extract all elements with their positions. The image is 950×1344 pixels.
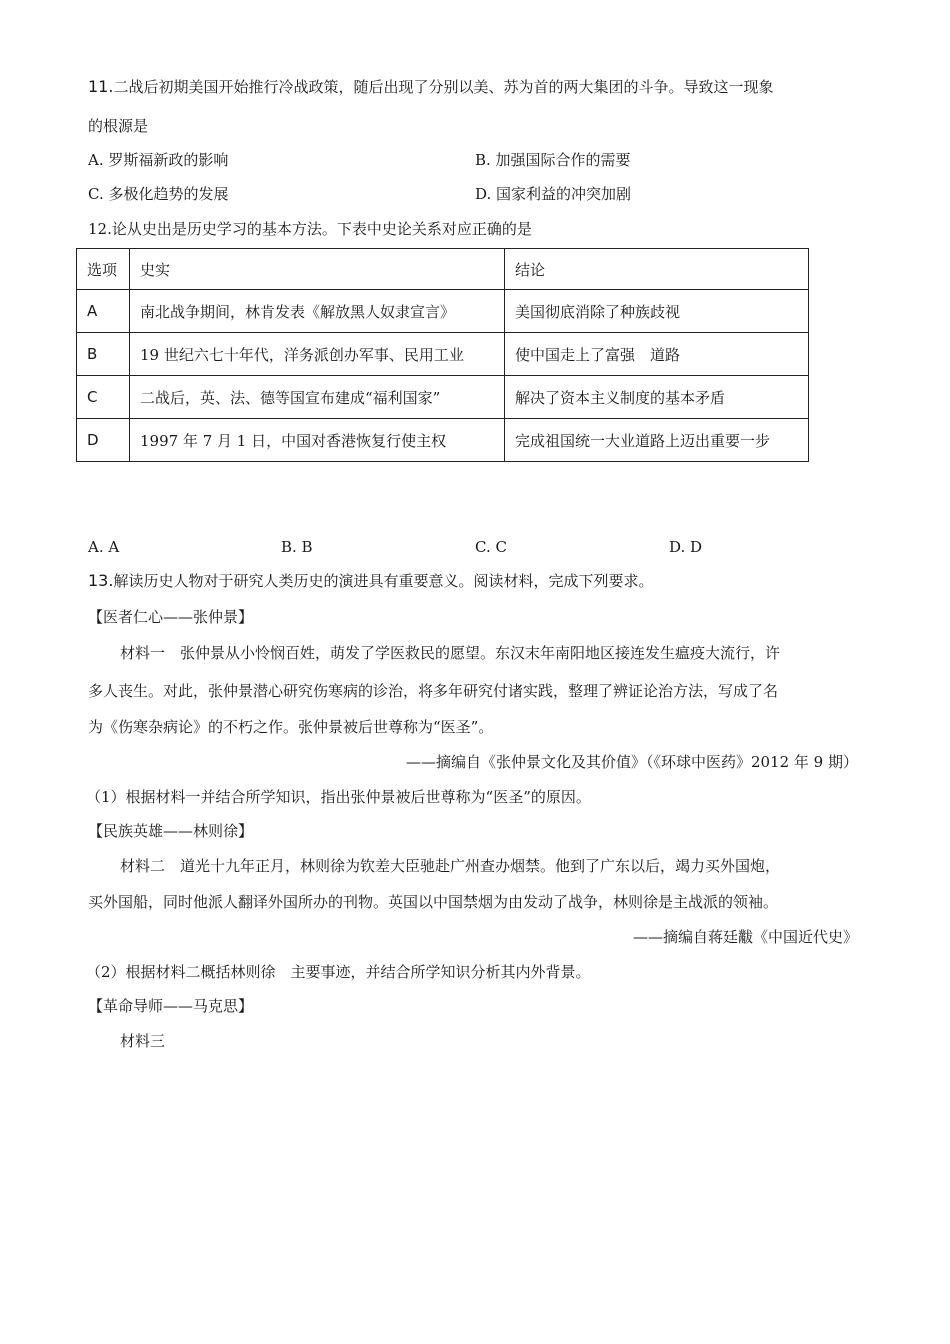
q12-option-b[interactable]: B. B [281, 538, 313, 556]
table-cell-fact: 南北战争期间，林肯发表《解放黑人奴隶宣言》 [130, 290, 505, 333]
q12-option-a[interactable]: A. A [88, 538, 120, 556]
q11-option-b[interactable]: B. 加强国际合作的需要 [475, 151, 631, 169]
q11-stem-text: 二战后初期美国开始推行冷战政策，随后出现了分别以美、苏为首的两大集团的斗争。导致这一现象 [113, 78, 774, 96]
q13-section2-title: 【民族英雄——林则徐】 [88, 822, 254, 840]
q12-history-table [76, 248, 809, 462]
q11-option-d[interactable]: D. 国家利益的冲突加剧 [475, 185, 632, 203]
q13-stem-text: 解读历史人物对于研究人类历史的演进具有重要意义。阅读材料，完成下列要求。 [113, 572, 654, 590]
table-header-conclusion: 结论 [505, 249, 809, 290]
table-cell-option: D [77, 419, 130, 462]
table-row [77, 419, 809, 462]
table-header-option: 选项 [77, 249, 130, 290]
q12-option-d[interactable]: D. D [669, 538, 703, 556]
q12-stem: 12.论从史出是历史学习的基本方法。下表中史论关系对应正确的是 [88, 220, 532, 238]
q13-material2-line1: 材料二 道光十九年正月，林则徐为钦差大臣驰赴广州查办烟禁。他到了广东以后，竭力买外国炮， [120, 857, 781, 875]
q11-option-a[interactable]: A. 罗斯福新政的影响 [88, 151, 229, 169]
table-row [77, 333, 809, 376]
q13-section1-title: 【医者仁心——张仲景】 [88, 608, 254, 626]
table-cell-conclusion: 美国彻底消除了种族歧视 [505, 290, 809, 333]
table-row [77, 290, 809, 333]
q13-question2: （2）根据材料二概括林则徐 主要事迹，并结合所学知识分析其内外背景。 [86, 963, 591, 981]
q13-section3-title: 【革命导师——马克思】 [88, 997, 254, 1015]
table-cell-option: C [77, 376, 130, 419]
q11-stem-line1 [88, 76, 773, 97]
table-cell-fact: 二战后，英、法、德等国宣布建成“福利国家” [130, 376, 505, 419]
table-cell-fact: 1997 年 7 月 1 日，中国对香港恢复行使主权 [130, 419, 505, 462]
q13-source2: ——摘编自蒋廷黻《中国近代史》 [632, 928, 858, 946]
q11-option-c[interactable]: C. 多极化趋势的发展 [88, 185, 229, 203]
q13-material2-line2: 买外国船，同时他派人翻译外国所办的刊物。英国以中国禁烟为由发动了战争，林则徐是主战派的领袖。 [88, 893, 779, 911]
table-header-row [77, 249, 809, 290]
q11-number: 11. [88, 77, 114, 96]
table-row [77, 376, 809, 419]
q12-option-c[interactable]: C. C [475, 538, 507, 556]
q13-source1: ——摘编自《张仲景文化及其价值》（《环球中医药》2012 年 9 期） [405, 753, 858, 771]
table-cell-conclusion: 完成祖国统一大业道路上迈出重要一步 [505, 419, 809, 462]
q11-stem-line2: 的根源是 [88, 117, 149, 135]
q13-number: 13. [88, 571, 114, 590]
table-cell-fact: 19 世纪六七十年代，洋务派创办军事、民用工业 [130, 333, 505, 376]
table-cell-option: B [77, 333, 130, 376]
q13-material3-label: 材料三 [120, 1032, 166, 1050]
q13-material1-line3: 为《伤寒杂病论》的不朽之作。张仲景被后世尊称为“医圣”。 [88, 718, 494, 736]
table-cell-conclusion: 解决了资本主义制度的基本矛盾 [505, 376, 809, 419]
q13-material1-line1: 材料一 张仲景从小怜悯百姓，萌发了学医救民的愿望。东汉末年南阳地区接连发生瘟疫大流行，许 [120, 644, 781, 662]
table-header-fact: 史实 [130, 249, 505, 290]
q13-material1-line2: 多人丧生。对此，张仲景潜心研究伤寒病的诊治，将多年研究付诸实践，整理了辨证论治方法，写成了名 [88, 682, 779, 700]
table-cell-conclusion: 使中国走上了富强 道路 [505, 333, 809, 376]
q13-question1: （1）根据材料一并结合所学知识，指出张仲景被后世尊称为“医圣”的原因。 [86, 788, 591, 806]
table-cell-option: A [77, 290, 130, 333]
q13-stem-line [88, 570, 653, 591]
